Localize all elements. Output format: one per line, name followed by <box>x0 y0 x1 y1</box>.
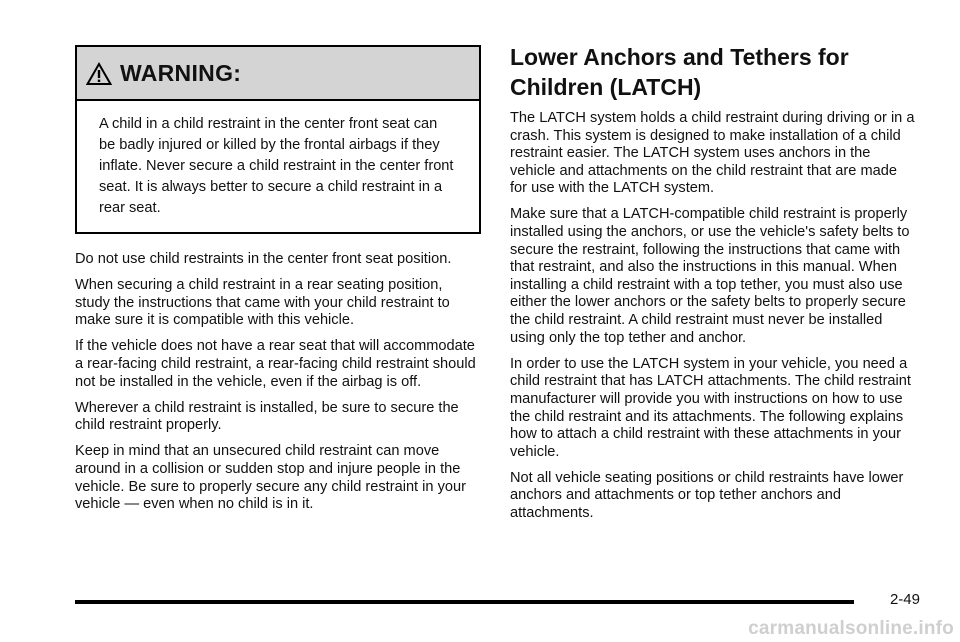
warning-box <box>75 45 481 234</box>
warning-title: WARNING: <box>120 59 242 86</box>
paragraph: Do not use child restraints in the center front seat position. <box>75 251 452 267</box>
footer-rule <box>75 600 854 604</box>
warning-header <box>77 47 479 101</box>
paragraph: Not all vehicle seating positions or child restraints have lower anchors and attachments or top tether anchors and attachments. <box>510 469 904 521</box>
right-column <box>510 42 918 531</box>
paragraph: If the vehicle does not have a rear seat that will accommodate a rear-facing child restraint, a rear-facing child restraint should not be installed in the vehicle, even if the airbag is off. <box>75 338 476 390</box>
paragraph: Keep in mind that an unsecured child restraint can move around in a collision or sudden stop and injure people in the vehicle. Be sure to properly secure any child restraint in your vehicle — even when no child is in it. <box>75 443 466 513</box>
section-heading: Lower Anchors and Tethers for Children (LATCH) <box>510 44 849 100</box>
paragraph: Make sure that a LATCH-compatible child restraint is properly installed using the anchors, or use the vehicle's safety belts to secure the restraint, following the instructions that came with that restraint, and also the instructions in this manual. When installing a child restraint with a top tether, you must also use either the lower anchors or the safety belts to properly secure the child restraint. A child restraint must never be installed using only the top tether and anchor. <box>510 206 910 346</box>
left-column <box>75 45 481 522</box>
paragraph: When securing a child restraint in a rear seating position, study the instructions that came with your child restraint to make sure it is compatible with this vehicle. <box>75 277 450 329</box>
warning-triangle-icon <box>86 62 112 86</box>
left-paragraphs <box>75 251 481 514</box>
page-number: 2-49 <box>889 591 920 608</box>
paragraph: The LATCH system holds a child restraint during driving or in a crash. This system is designed to make installation of a child restraint easier. The LATCH system uses anchors in the vehicle and attachments on the child restraint that are made for use with the LATCH system. <box>510 110 915 197</box>
paragraph: Wherever a child restraint is installed, be sure to secure the child restraint properly. <box>75 399 459 434</box>
warning-text: A child in a child restraint in the center front seat can be badly injured or killed by the frontal airbags if they inflate. Never secure a child restraint in the center front seat. It is always better to secure a child restraint in a rear seat. <box>99 116 454 216</box>
watermark: carmanualsonline.info <box>748 618 954 639</box>
paragraph: In order to use the LATCH system in your vehicle, you need a child restraint that has LATCH attachments. The child restraint manufacturer will provide you with instructions on how to use the child restraint and its attachments. The following explains how to attach a child restraint with these attachments in your vehicle. <box>510 355 911 460</box>
